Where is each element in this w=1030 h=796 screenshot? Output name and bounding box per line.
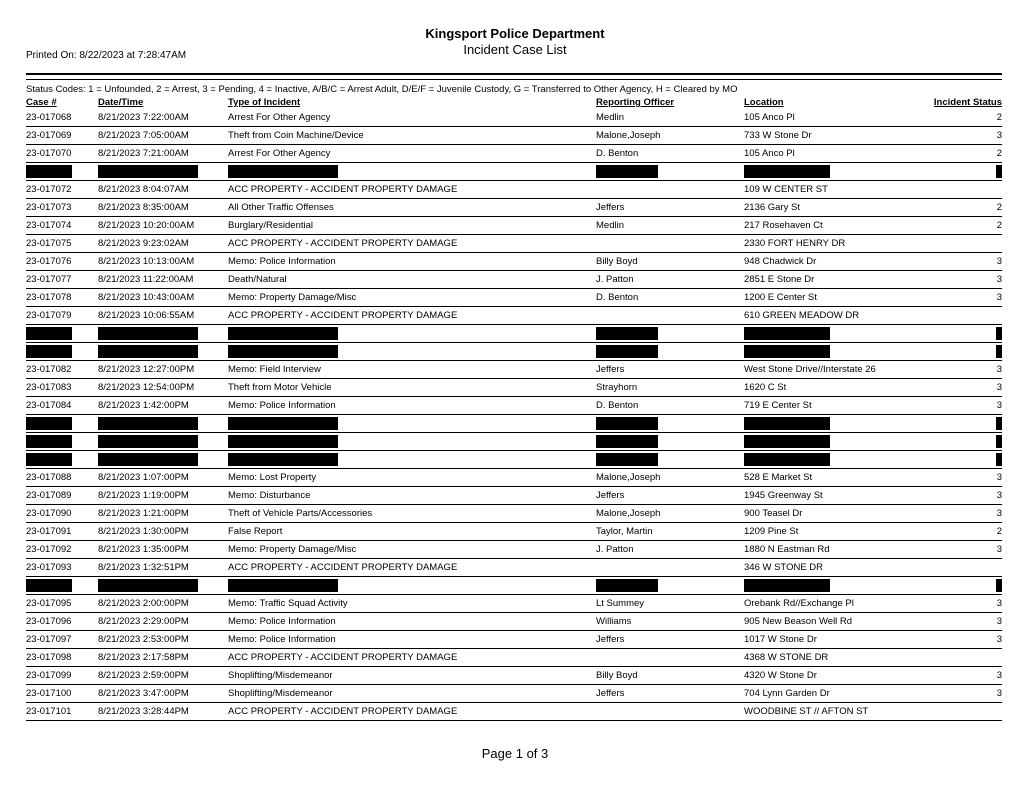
cell-case: 23-017069 bbox=[26, 127, 98, 145]
cell-officer: Jeffers bbox=[596, 487, 744, 505]
table-row bbox=[26, 469, 1002, 487]
cell-case bbox=[26, 433, 98, 451]
cell-location: 948 Chadwick Dr bbox=[744, 253, 924, 271]
table-row bbox=[26, 541, 1002, 559]
cell-type: ACC PROPERTY - ACCIDENT PROPERTY DAMAGE bbox=[228, 307, 596, 325]
cell-type: Theft of Vehicle Parts/Accessories bbox=[228, 505, 596, 523]
table-row bbox=[26, 109, 1002, 127]
table-row bbox=[26, 289, 1002, 307]
cell-status bbox=[924, 451, 1002, 469]
cell-datetime: 8/21/2023 2:53:00PM bbox=[98, 631, 228, 649]
cell-type: Memo: Police Information bbox=[228, 253, 596, 271]
redaction-bar bbox=[98, 327, 198, 340]
redaction-bar bbox=[744, 579, 830, 592]
redaction-bar bbox=[98, 435, 198, 448]
cell-type: Death/Natural bbox=[228, 271, 596, 289]
table-row bbox=[26, 199, 1002, 217]
table-row bbox=[26, 361, 1002, 379]
table-row bbox=[26, 217, 1002, 235]
cell-status: 2 bbox=[924, 523, 1002, 541]
cell-officer: Jeffers bbox=[596, 631, 744, 649]
table-row bbox=[26, 307, 1002, 325]
redaction-bar bbox=[996, 345, 1002, 358]
cell-officer bbox=[596, 433, 744, 451]
cell-datetime: 8/21/2023 3:28:44PM bbox=[98, 703, 228, 721]
cell-officer: D. Benton bbox=[596, 289, 744, 307]
cell-location: 528 E Market St bbox=[744, 469, 924, 487]
cell-location: 1880 N Eastman Rd bbox=[744, 541, 924, 559]
cell-case: 23-017083 bbox=[26, 379, 98, 397]
cell-case: 23-017093 bbox=[26, 559, 98, 577]
cell-datetime: 8/21/2023 10:13:00AM bbox=[98, 253, 228, 271]
table-row bbox=[26, 487, 1002, 505]
redaction-bar bbox=[98, 579, 198, 592]
cell-officer: Jeffers bbox=[596, 199, 744, 217]
cell-type: Theft from Coin Machine/Device bbox=[228, 127, 596, 145]
cell-officer: Malone,Joseph bbox=[596, 469, 744, 487]
report-title: Kingsport Police Department bbox=[425, 26, 605, 41]
cell-officer: J. Patton bbox=[596, 541, 744, 559]
redaction-bar bbox=[26, 453, 72, 466]
table-row bbox=[26, 505, 1002, 523]
cell-location: 105 Anco Pl bbox=[744, 145, 924, 163]
incident-table bbox=[26, 96, 1002, 721]
cell-type: Arrest For Other Agency bbox=[228, 109, 596, 127]
cell-status: 3 bbox=[924, 667, 1002, 685]
cell-type: ACC PROPERTY - ACCIDENT PROPERTY DAMAGE bbox=[228, 235, 596, 253]
redaction-bar bbox=[228, 417, 338, 430]
cell-officer bbox=[596, 703, 744, 721]
cell-status: 3 bbox=[924, 253, 1002, 271]
cell-case: 23-017096 bbox=[26, 613, 98, 631]
cell-case bbox=[26, 451, 98, 469]
cell-type: Arrest For Other Agency bbox=[228, 145, 596, 163]
cell-officer: Malone,Joseph bbox=[596, 505, 744, 523]
cell-location: West Stone Drive//Interstate 26 bbox=[744, 361, 924, 379]
cell-type bbox=[228, 415, 596, 433]
cell-case: 23-017076 bbox=[26, 253, 98, 271]
cell-location: 610 GREEN MEADOW DR bbox=[744, 307, 924, 325]
cell-officer bbox=[596, 559, 744, 577]
cell-case: 23-017084 bbox=[26, 397, 98, 415]
header-rule-bottom bbox=[26, 79, 1002, 80]
cell-status: 2 bbox=[924, 217, 1002, 235]
cell-location: 4368 W STONE DR bbox=[744, 649, 924, 667]
table-row bbox=[26, 397, 1002, 415]
cell-case: 23-017072 bbox=[26, 181, 98, 199]
cell-officer: J. Patton bbox=[596, 271, 744, 289]
cell-status: 3 bbox=[924, 595, 1002, 613]
cell-location: 704 Lynn Garden Dr bbox=[744, 685, 924, 703]
cell-type: Memo: Police Information bbox=[228, 631, 596, 649]
cell-case: 23-017077 bbox=[26, 271, 98, 289]
cell-location bbox=[744, 343, 924, 361]
cell-location: 1620 C St bbox=[744, 379, 924, 397]
redaction-bar bbox=[26, 345, 72, 358]
cell-type: Memo: Field Interview bbox=[228, 361, 596, 379]
redaction-bar bbox=[996, 453, 1002, 466]
cell-datetime bbox=[98, 343, 228, 361]
cell-type: Memo: Police Information bbox=[228, 397, 596, 415]
cell-officer: D. Benton bbox=[596, 397, 744, 415]
cell-officer: Billy Boyd bbox=[596, 253, 744, 271]
col-header-datetime: Date/Time bbox=[98, 97, 144, 108]
cell-officer bbox=[596, 163, 744, 181]
cell-case: 23-017079 bbox=[26, 307, 98, 325]
redaction-bar bbox=[26, 165, 72, 178]
cell-location bbox=[744, 577, 924, 595]
redaction-bar bbox=[744, 417, 830, 430]
cell-status: 3 bbox=[924, 541, 1002, 559]
redaction-bar bbox=[26, 417, 72, 430]
redaction-bar bbox=[596, 435, 658, 448]
status-codes-legend: Status Codes: 1 = Unfounded, 2 = Arrest, 3 = Pending, 4 = Inactive, A/B/C = Arrest Adult, D/E/F = Juvenile Custody, G = Transferred to Other Agency, H = Cleared by MO bbox=[26, 84, 738, 95]
cell-type: ACC PROPERTY - ACCIDENT PROPERTY DAMAGE bbox=[228, 559, 596, 577]
cell-case: 23-017082 bbox=[26, 361, 98, 379]
cell-datetime: 8/21/2023 11:22:00AM bbox=[98, 271, 228, 289]
cell-status bbox=[924, 703, 1002, 721]
cell-officer bbox=[596, 649, 744, 667]
cell-type: Theft from Motor Vehicle bbox=[228, 379, 596, 397]
cell-location: 719 E Center St bbox=[744, 397, 924, 415]
cell-datetime: 8/21/2023 2:00:00PM bbox=[98, 595, 228, 613]
header-rule-top bbox=[26, 73, 1002, 75]
cell-datetime: 8/21/2023 10:43:00AM bbox=[98, 289, 228, 307]
redacted-row bbox=[26, 433, 1002, 451]
page-footer: Page 1 of 3 bbox=[481, 746, 549, 761]
cell-status bbox=[924, 415, 1002, 433]
redaction-bar bbox=[744, 453, 830, 466]
redaction-bar bbox=[228, 327, 338, 340]
redaction-bar bbox=[98, 417, 198, 430]
report-subtitle: Incident Case List bbox=[463, 42, 567, 57]
cell-status: 3 bbox=[924, 397, 1002, 415]
redaction-bar bbox=[98, 165, 198, 178]
cell-datetime: 8/21/2023 12:27:00PM bbox=[98, 361, 228, 379]
cell-datetime: 8/21/2023 2:17:58PM bbox=[98, 649, 228, 667]
cell-status bbox=[924, 325, 1002, 343]
cell-datetime: 8/21/2023 2:59:00PM bbox=[98, 667, 228, 685]
cell-status: 3 bbox=[924, 685, 1002, 703]
cell-officer bbox=[596, 325, 744, 343]
cell-location: 1209 Pine St bbox=[744, 523, 924, 541]
cell-case: 23-017099 bbox=[26, 667, 98, 685]
cell-type: False Report bbox=[228, 523, 596, 541]
cell-officer: Jeffers bbox=[596, 361, 744, 379]
cell-case bbox=[26, 163, 98, 181]
cell-type bbox=[228, 451, 596, 469]
cell-status bbox=[924, 577, 1002, 595]
cell-case: 23-017078 bbox=[26, 289, 98, 307]
redaction-bar bbox=[596, 417, 658, 430]
cell-location: 2136 Gary St bbox=[744, 199, 924, 217]
cell-location bbox=[744, 163, 924, 181]
cell-datetime: 8/21/2023 1:32:51PM bbox=[98, 559, 228, 577]
table-row bbox=[26, 631, 1002, 649]
cell-datetime bbox=[98, 163, 228, 181]
col-header-type: Type of Incident bbox=[228, 97, 301, 108]
cell-type: Memo: Lost Property bbox=[228, 469, 596, 487]
cell-location: 346 W STONE DR bbox=[744, 559, 924, 577]
cell-status: 3 bbox=[924, 271, 1002, 289]
cell-status bbox=[924, 163, 1002, 181]
cell-officer bbox=[596, 577, 744, 595]
cell-type: All Other Traffic Offenses bbox=[228, 199, 596, 217]
cell-type: ACC PROPERTY - ACCIDENT PROPERTY DAMAGE bbox=[228, 181, 596, 199]
cell-datetime: 8/21/2023 8:35:00AM bbox=[98, 199, 228, 217]
cell-location: 1017 W Stone Dr bbox=[744, 631, 924, 649]
cell-datetime: 8/21/2023 8:04:07AM bbox=[98, 181, 228, 199]
cell-datetime: 8/21/2023 10:20:00AM bbox=[98, 217, 228, 235]
redaction-bar bbox=[98, 345, 198, 358]
cell-case: 23-017073 bbox=[26, 199, 98, 217]
redacted-row bbox=[26, 451, 1002, 469]
cell-datetime: 8/21/2023 3:47:00PM bbox=[98, 685, 228, 703]
cell-officer: Malone,Joseph bbox=[596, 127, 744, 145]
cell-officer bbox=[596, 235, 744, 253]
cell-datetime: 8/21/2023 1:19:00PM bbox=[98, 487, 228, 505]
table-row bbox=[26, 271, 1002, 289]
table-row bbox=[26, 145, 1002, 163]
cell-case: 23-017075 bbox=[26, 235, 98, 253]
cell-type: ACC PROPERTY - ACCIDENT PROPERTY DAMAGE bbox=[228, 703, 596, 721]
redaction-bar bbox=[26, 579, 72, 592]
cell-location: 2851 E Stone Dr bbox=[744, 271, 924, 289]
cell-location: 1200 E Center St bbox=[744, 289, 924, 307]
cell-status: 3 bbox=[924, 487, 1002, 505]
cell-datetime: 8/21/2023 1:07:00PM bbox=[98, 469, 228, 487]
table-row bbox=[26, 685, 1002, 703]
cell-location: 900 Teasel Dr bbox=[744, 505, 924, 523]
cell-type: Memo: Disturbance bbox=[228, 487, 596, 505]
redaction-bar bbox=[228, 579, 338, 592]
cell-type bbox=[228, 433, 596, 451]
redaction-bar bbox=[744, 435, 830, 448]
cell-datetime bbox=[98, 577, 228, 595]
cell-datetime: 8/21/2023 7:05:00AM bbox=[98, 127, 228, 145]
cell-type: Memo: Police Information bbox=[228, 613, 596, 631]
cell-status: 3 bbox=[924, 505, 1002, 523]
cell-officer: D. Benton bbox=[596, 145, 744, 163]
redaction-bar bbox=[996, 327, 1002, 340]
col-header-case: Case # bbox=[26, 97, 57, 108]
redaction-bar bbox=[228, 165, 338, 178]
cell-officer bbox=[596, 181, 744, 199]
cell-location: 1945 Greenway St bbox=[744, 487, 924, 505]
cell-location: 109 W CENTER ST bbox=[744, 181, 924, 199]
cell-case: 23-017070 bbox=[26, 145, 98, 163]
table-row bbox=[26, 181, 1002, 199]
cell-type: Shoplifting/Misdemeanor bbox=[228, 685, 596, 703]
cell-location: 217 Rosehaven Ct bbox=[744, 217, 924, 235]
table-row bbox=[26, 559, 1002, 577]
cell-case: 23-017095 bbox=[26, 595, 98, 613]
cell-datetime: 8/21/2023 1:30:00PM bbox=[98, 523, 228, 541]
cell-case: 23-017100 bbox=[26, 685, 98, 703]
cell-type: Memo: Property Damage/Misc bbox=[228, 541, 596, 559]
redacted-row bbox=[26, 415, 1002, 433]
cell-type: Burglary/Residential bbox=[228, 217, 596, 235]
cell-status: 2 bbox=[924, 109, 1002, 127]
cell-status bbox=[924, 559, 1002, 577]
cell-status: 3 bbox=[924, 379, 1002, 397]
cell-datetime: 8/21/2023 9:23:02AM bbox=[98, 235, 228, 253]
redaction-bar bbox=[596, 165, 658, 178]
cell-location bbox=[744, 451, 924, 469]
cell-status: 3 bbox=[924, 289, 1002, 307]
cell-case: 23-017092 bbox=[26, 541, 98, 559]
cell-case: 23-017098 bbox=[26, 649, 98, 667]
cell-officer bbox=[596, 307, 744, 325]
cell-case bbox=[26, 415, 98, 433]
cell-officer: Medlin bbox=[596, 109, 744, 127]
cell-location: 733 W Stone Dr bbox=[744, 127, 924, 145]
cell-status: 3 bbox=[924, 127, 1002, 145]
table-row bbox=[26, 523, 1002, 541]
cell-datetime: 8/21/2023 1:42:00PM bbox=[98, 397, 228, 415]
cell-status: 3 bbox=[924, 631, 1002, 649]
table-row bbox=[26, 595, 1002, 613]
cell-officer: Jeffers bbox=[596, 685, 744, 703]
cell-case: 23-017097 bbox=[26, 631, 98, 649]
cell-case: 23-017090 bbox=[26, 505, 98, 523]
cell-status bbox=[924, 235, 1002, 253]
cell-officer bbox=[596, 415, 744, 433]
cell-case: 23-017091 bbox=[26, 523, 98, 541]
cell-case: 23-017068 bbox=[26, 109, 98, 127]
cell-datetime bbox=[98, 415, 228, 433]
cell-location: 105 Anco Pl bbox=[744, 109, 924, 127]
col-header-location: Location bbox=[744, 97, 784, 108]
table-row bbox=[26, 703, 1002, 721]
redaction-bar bbox=[744, 165, 830, 178]
cell-location bbox=[744, 325, 924, 343]
cell-type: Memo: Traffic Squad Activity bbox=[228, 595, 596, 613]
redaction-bar bbox=[596, 345, 658, 358]
cell-type: Memo: Property Damage/Misc bbox=[228, 289, 596, 307]
cell-datetime: 8/21/2023 12:54:00PM bbox=[98, 379, 228, 397]
cell-datetime: 8/21/2023 10:06:55AM bbox=[98, 307, 228, 325]
cell-type: ACC PROPERTY - ACCIDENT PROPERTY DAMAGE bbox=[228, 649, 596, 667]
col-header-status: Incident Status bbox=[933, 97, 1002, 108]
redaction-bar bbox=[996, 579, 1002, 592]
cell-type bbox=[228, 325, 596, 343]
cell-datetime: 8/21/2023 7:21:00AM bbox=[98, 145, 228, 163]
cell-location: WOODBINE ST // AFTON ST bbox=[744, 703, 924, 721]
printed-on: Printed On: 8/22/2023 at 7:28:47AM bbox=[26, 50, 187, 61]
col-header-officer: Reporting Officer bbox=[596, 97, 675, 108]
cell-case: 23-017088 bbox=[26, 469, 98, 487]
redaction-bar bbox=[596, 327, 658, 340]
cell-datetime bbox=[98, 325, 228, 343]
table-row bbox=[26, 667, 1002, 685]
cell-type bbox=[228, 343, 596, 361]
redacted-row bbox=[26, 343, 1002, 361]
cell-officer: Taylor, Martin bbox=[596, 523, 744, 541]
redaction-bar bbox=[996, 165, 1002, 178]
cell-status: 3 bbox=[924, 613, 1002, 631]
cell-datetime: 8/21/2023 7:22:00AM bbox=[98, 109, 228, 127]
cell-case bbox=[26, 343, 98, 361]
redacted-row bbox=[26, 577, 1002, 595]
table-row bbox=[26, 613, 1002, 631]
cell-officer: Billy Boyd bbox=[596, 667, 744, 685]
table-row bbox=[26, 379, 1002, 397]
table-row bbox=[26, 127, 1002, 145]
cell-location: 2330 FORT HENRY DR bbox=[744, 235, 924, 253]
cell-type: Shoplifting/Misdemeanor bbox=[228, 667, 596, 685]
cell-case: 23-017074 bbox=[26, 217, 98, 235]
cell-officer: Strayhorn bbox=[596, 379, 744, 397]
cell-type bbox=[228, 163, 596, 181]
cell-case: 23-017089 bbox=[26, 487, 98, 505]
cell-status bbox=[924, 343, 1002, 361]
cell-status bbox=[924, 649, 1002, 667]
redacted-row bbox=[26, 325, 1002, 343]
cell-datetime bbox=[98, 433, 228, 451]
table-row bbox=[26, 253, 1002, 271]
cell-datetime: 8/21/2023 1:21:00PM bbox=[98, 505, 228, 523]
redaction-bar bbox=[26, 327, 72, 340]
cell-location: Orebank Rd//Exchange Pl bbox=[744, 595, 924, 613]
cell-location: 4320 W Stone Dr bbox=[744, 667, 924, 685]
table-row bbox=[26, 649, 1002, 667]
cell-location: 905 New Beason Well Rd bbox=[744, 613, 924, 631]
cell-status bbox=[924, 181, 1002, 199]
redaction-bar bbox=[996, 417, 1002, 430]
cell-officer: Medlin bbox=[596, 217, 744, 235]
cell-location bbox=[744, 433, 924, 451]
redaction-bar bbox=[596, 579, 658, 592]
table-row bbox=[26, 235, 1002, 253]
cell-datetime: 8/21/2023 2:29:00PM bbox=[98, 613, 228, 631]
redaction-bar bbox=[996, 435, 1002, 448]
cell-status bbox=[924, 433, 1002, 451]
cell-officer: Lt Summey bbox=[596, 595, 744, 613]
cell-status: 3 bbox=[924, 469, 1002, 487]
cell-status: 2 bbox=[924, 199, 1002, 217]
table-header-row bbox=[26, 96, 1002, 109]
redaction-bar bbox=[596, 453, 658, 466]
redaction-bar bbox=[228, 435, 338, 448]
cell-case bbox=[26, 325, 98, 343]
cell-location bbox=[744, 415, 924, 433]
redaction-bar bbox=[744, 345, 830, 358]
redacted-row bbox=[26, 163, 1002, 181]
redaction-bar bbox=[228, 453, 338, 466]
cell-status: 3 bbox=[924, 361, 1002, 379]
cell-officer bbox=[596, 451, 744, 469]
cell-status bbox=[924, 307, 1002, 325]
redaction-bar bbox=[228, 345, 338, 358]
cell-type bbox=[228, 577, 596, 595]
cell-status: 2 bbox=[924, 145, 1002, 163]
cell-officer bbox=[596, 343, 744, 361]
cell-case: 23-017101 bbox=[26, 703, 98, 721]
redaction-bar bbox=[98, 453, 198, 466]
cell-case bbox=[26, 577, 98, 595]
cell-officer: Williams bbox=[596, 613, 744, 631]
cell-datetime bbox=[98, 451, 228, 469]
redaction-bar bbox=[26, 435, 72, 448]
redaction-bar bbox=[744, 327, 830, 340]
cell-datetime: 8/21/2023 1:35:00PM bbox=[98, 541, 228, 559]
